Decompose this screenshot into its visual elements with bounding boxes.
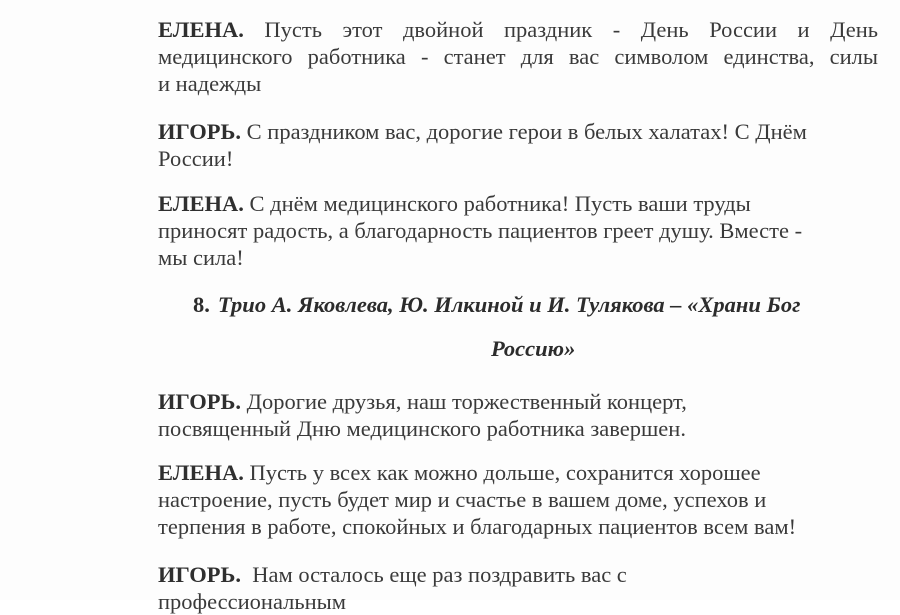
dialogue-paragraph [158, 16, 878, 97]
dialogue-text: настроение, пусть будет мир и счастье в вашем доме, успехов и [158, 487, 767, 512]
performance-number: 8. [193, 292, 210, 317]
dialogue-text: Дорогие друзья, наш торжественный концерт, [246, 389, 687, 414]
dialogue-text: терпения в работе, спокойных и благодарных пациентов всем вам! [158, 514, 797, 539]
dialogue-text: медицинского работника - станет для вас символом единства, силы [158, 44, 878, 69]
speaker-name: ЕЛЕНА. [158, 17, 244, 42]
performance-heading-continued [491, 336, 575, 362]
dialogue-text: профессиональным [158, 589, 347, 614]
speaker-name: ЕЛЕНА. [158, 460, 244, 485]
speaker-name: ЕЛЕНА. [158, 191, 244, 216]
dialogue-paragraph [158, 118, 878, 172]
performance-title-line1: Трио А. Яковлева, Ю. Илкиной и И. Тулякова – «Храни Бог [217, 292, 801, 317]
dialogue-text: посвященный Дню медицинского работника завершен. [158, 416, 686, 441]
dialogue-paragraph [158, 190, 878, 271]
dialogue-text: Нам осталось еще раз поздравить вас с [252, 562, 627, 587]
dialogue-paragraph [158, 561, 878, 615]
dialogue-text: мы сила! [158, 245, 244, 270]
speaker-name: ИГОРЬ. [158, 562, 242, 587]
dialogue-text: С праздником вас, дорогие герои в белых халатах! С Днём [246, 119, 807, 144]
dialogue-text: России! [158, 146, 234, 171]
dialogue-text: и надежды [158, 71, 262, 96]
dialogue-paragraph [158, 388, 878, 442]
performance-title-line2: Россию» [491, 336, 576, 361]
dialogue-text: приносят радость, а благодарность пациентов греет душу. Вместе - [158, 218, 803, 243]
dialogue-text: Пусть у всех как можно дольше, сохранится хорошее [249, 460, 761, 485]
dialogue-paragraph [158, 459, 878, 540]
speaker-name: ИГОРЬ. [158, 389, 242, 414]
dialogue-text: С днём медицинского работника! Пусть ваши труды [249, 191, 751, 216]
performance-heading [193, 292, 800, 318]
dialogue-text: Пусть этот двойной праздник - День России и День [264, 17, 878, 42]
speaker-name: ИГОРЬ. [158, 119, 242, 144]
